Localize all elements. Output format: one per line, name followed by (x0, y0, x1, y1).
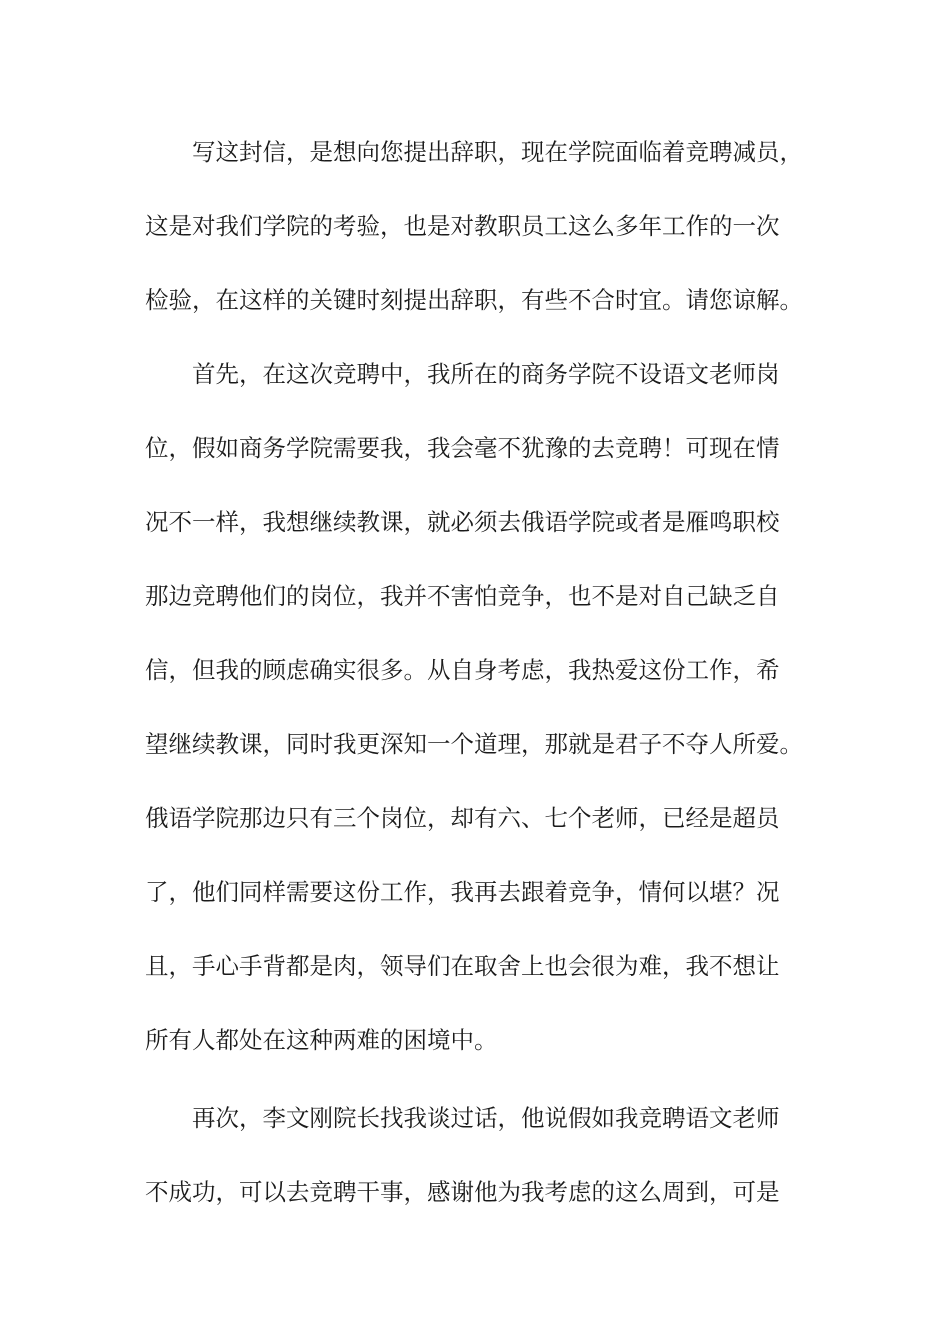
paragraph-line: 写这封信，是想向您提出辞职，现在学院面临着竞聘减员， (192, 138, 803, 166)
paragraph-line: 不成功，可以去竞聘干事，感谢他为我考虑的这么周到，可是 (145, 1178, 780, 1206)
paragraph-line: 且，手心手背都是肉，领导们在取舍上也会很为难，我不想让 (145, 952, 780, 980)
paragraph-line: 这是对我们学院的考验，也是对教职员工这么多年工作的一次 (145, 212, 780, 240)
paragraph-line: 信，但我的顾虑确实很多。从自身考虑，我热爱这份工作，希 (145, 656, 780, 684)
paragraph-line: 那边竞聘他们的岗位，我并不害怕竞争，也不是对自己缺乏自 (145, 582, 780, 610)
paragraph-2 (145, 346, 825, 1090)
paragraph-3 (145, 1090, 825, 1238)
paragraph-line: 首先，在这次竞聘中，我所在的商务学院不设语文老师岗 (192, 360, 780, 388)
paragraph-1 (145, 124, 825, 346)
letter-body (145, 124, 825, 1238)
paragraph-line: 了，他们同样需要这份工作，我再去跟着竞争，情何以堪？况 (145, 878, 780, 906)
paragraph-line: 况不一样，我想继续教课，就必须去俄语学院或者是雁鸣职校 (145, 508, 780, 536)
paragraph-line: 所有人都处在这种两难的困境中。 (145, 1026, 498, 1054)
paragraph-line: 望继续教课，同时我更深知一个道理，那就是君子不夺人所爱。 (145, 730, 803, 758)
paragraph-line: 位，假如商务学院需要我，我会毫不犹豫的去竞聘！可现在情 (145, 434, 780, 462)
paragraph-line: 再次，李文刚院长找我谈过话，他说假如我竞聘语文老师 (192, 1104, 780, 1132)
paragraph-line: 俄语学院那边只有三个岗位，却有六、七个老师，已经是超员 (145, 804, 780, 832)
paragraph-line: 检验，在这样的关键时刻提出辞职，有些不合时宜。请您谅解。 (145, 286, 803, 314)
